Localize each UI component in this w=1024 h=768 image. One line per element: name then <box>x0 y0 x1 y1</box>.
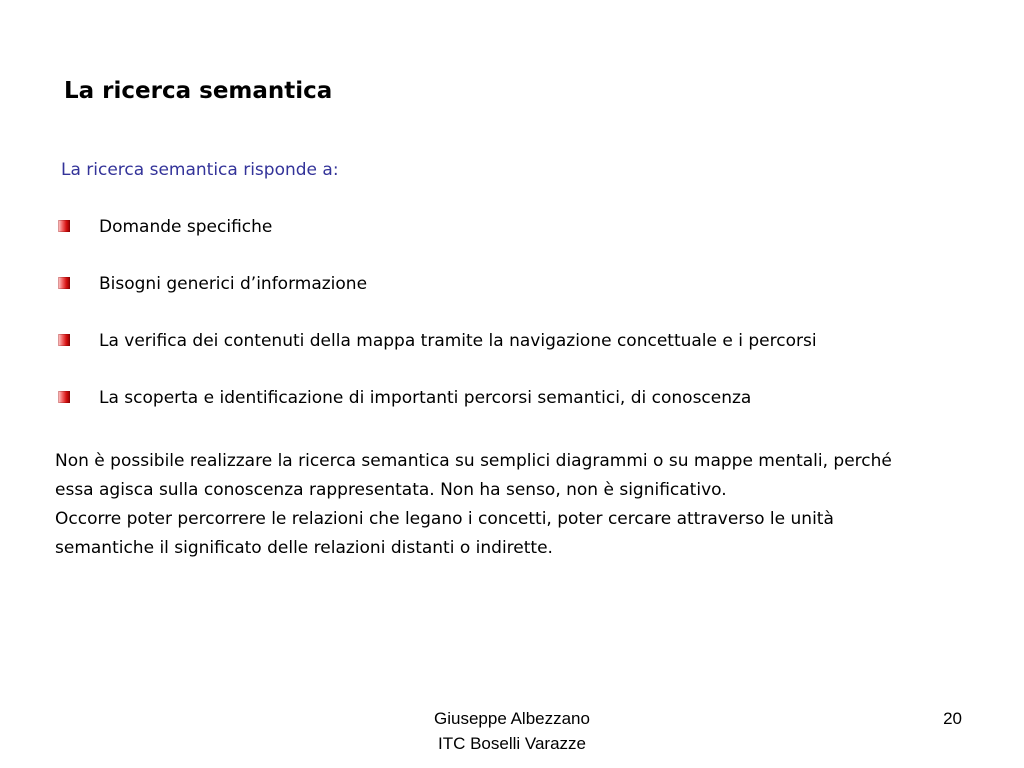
bullet-text: La verifica dei contenuti della mappa tramite la navigazione concettuale e i percorsi <box>99 331 817 351</box>
author-name: Giuseppe Albezzano <box>434 709 590 728</box>
footer-author <box>412 706 612 756</box>
bullet-square-icon <box>58 220 70 232</box>
bullet-text: Domande specifiche <box>99 217 273 237</box>
bullet-text: Bisogni generici d’informazione <box>99 274 368 294</box>
bullet-square-icon <box>58 391 70 403</box>
slide-subtitle: La ricerca semantica risponde a: <box>61 160 339 180</box>
slide-title: La ricerca semantica <box>64 78 333 104</box>
bullet-square-icon <box>58 277 70 289</box>
page-number: 20 <box>943 709 962 728</box>
bullet-text: La scoperta e identificazione di importanti percorsi semantici, di conoscenza <box>99 388 752 408</box>
school-name: ITC Boselli Varazze <box>437 734 586 753</box>
body-paragraph: Occorre poter percorrere le relazioni che legano i concetti, poter cercare attraverso le unità semantiche il significato delle relazioni distanti o indirette. <box>55 509 834 558</box>
bullet-square-icon <box>58 334 70 346</box>
body-paragraph: Non è possibile realizzare la ricerca semantica su semplici diagrammi o su mappe mentali, perché essa agisca sulla conoscenza rappresentata. Non ha senso, non è significativo. <box>55 451 892 500</box>
body-text <box>55 447 935 563</box>
